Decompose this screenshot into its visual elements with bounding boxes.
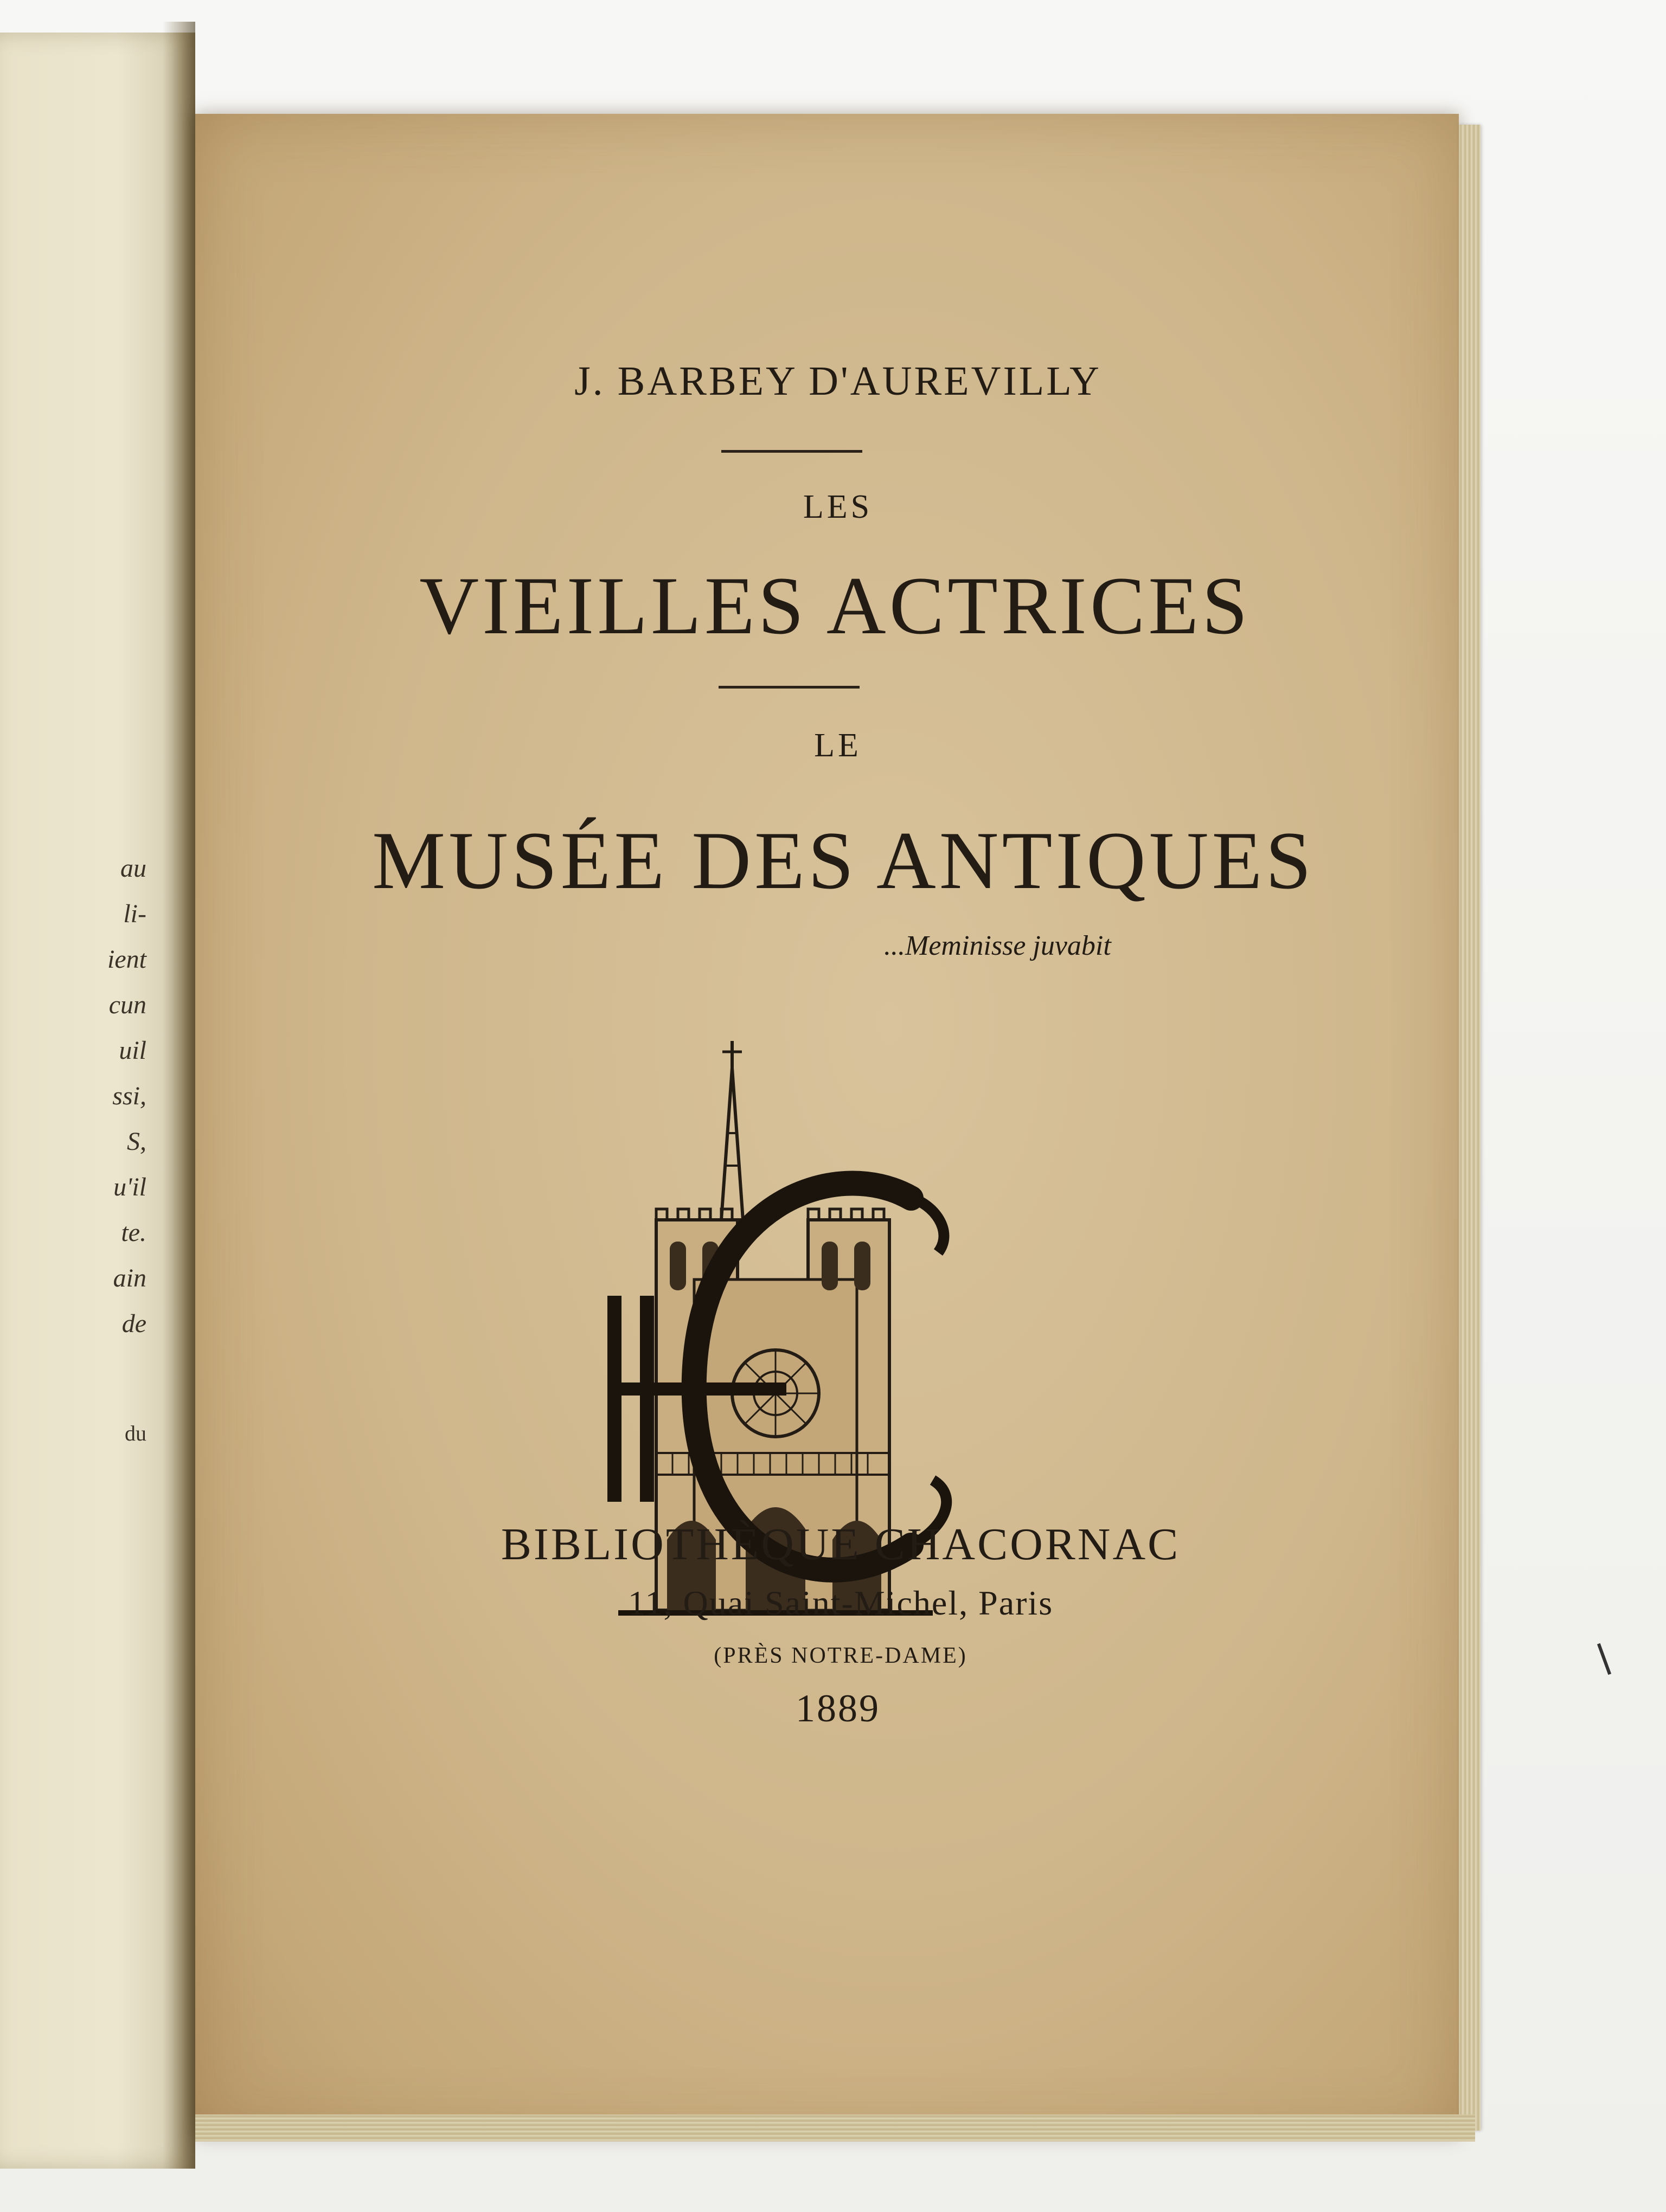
divider-rule <box>719 686 860 689</box>
margin-fragment: te. <box>121 1218 146 1247</box>
publisher-address: 11, Quai Saint-Michel, Paris <box>627 1584 1054 1622</box>
book-binding-shadow <box>163 22 195 2169</box>
book-title-2: MUSÉE DES ANTIQUES <box>372 815 1315 906</box>
page-edge-right <box>1459 125 1481 2131</box>
margin-fragment: au <box>120 854 146 883</box>
margin-fragment: ssi, <box>112 1082 146 1110</box>
title-article-1: LES <box>803 488 873 525</box>
book-title-1: VIEILLES ACTRICES <box>419 560 1251 651</box>
margin-fragment: de <box>121 1309 146 1338</box>
location-note: (PRÈS NOTRE-DAME) <box>714 1643 967 1668</box>
title-page-content <box>195 114 1459 2136</box>
margin-fragment: li- <box>123 899 146 928</box>
margin-fragment: cun <box>108 991 146 1019</box>
epigraph: ...Meminisse juvabit <box>884 930 1111 961</box>
margin-fragment: uil <box>119 1036 146 1065</box>
title-article-2: LE <box>814 727 862 764</box>
margin-fragment: u'il <box>113 1173 146 1201</box>
margin-fragment: ain <box>113 1264 146 1293</box>
margin-fragment: S, <box>127 1127 146 1156</box>
left-page-bottom-fragment: du <box>125 1421 146 1445</box>
publication-year: 1889 <box>796 1687 880 1730</box>
author-name: J. BARBEY D'AUREVILLY <box>574 358 1101 404</box>
background-mark <box>1597 1643 1611 1675</box>
divider-rule <box>721 450 862 453</box>
publisher-name: BIBLIOTHÈQUE CHACORNAC <box>501 1519 1181 1570</box>
margin-fragment: ient <box>107 945 146 974</box>
left-page-margin-text <box>0 846 146 1347</box>
